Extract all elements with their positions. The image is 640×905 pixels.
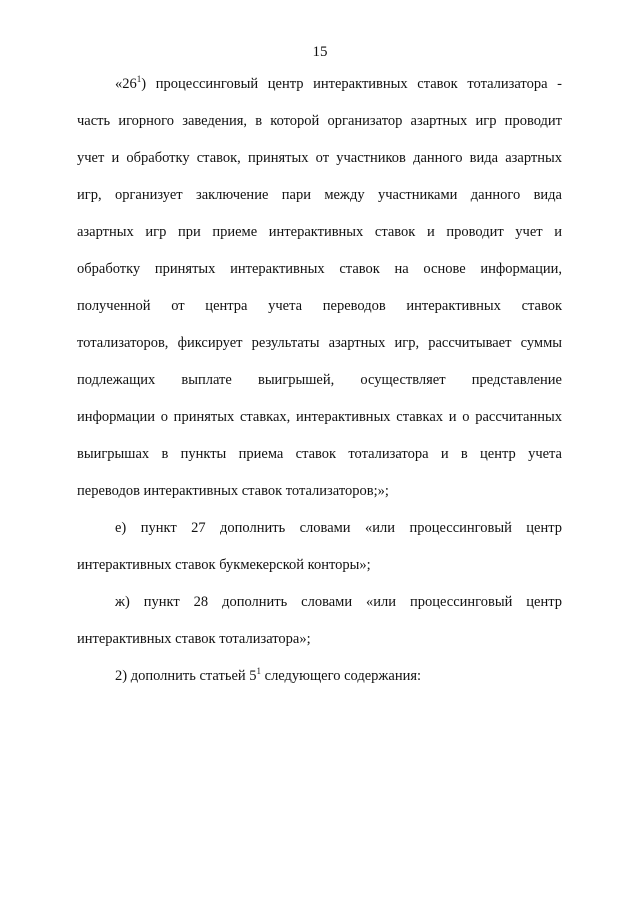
- text-line: азартных игр при приеме интерактивных ставок и проводит учет и: [77, 224, 562, 240]
- text-line: игр, организует заключение пари между участниками данного вида: [77, 187, 562, 203]
- text-line: ж) пункт 28 дополнить словами «или процессинговый центр: [115, 594, 562, 610]
- text-line: 2) дополнить статьей $5^1$ следующего содержания:: [115, 666, 422, 684]
- text-line: подлежащих выплате выигрышей, осуществляет представление: [77, 372, 562, 388]
- text-line: обработку принятых интерактивных ставок на основе информации,: [77, 261, 562, 277]
- text-line: «$26^1$) процессинговый центр интерактивных ставок тотализатора -: [115, 74, 562, 92]
- text-line: интерактивных ставок тотализатора»;: [77, 631, 311, 647]
- text-line: учет и обработку ставок, принятых от участников данного вида азартных: [77, 150, 562, 166]
- page-number: 15: [312, 44, 328, 60]
- text-line: полученной от центра учета переводов интерактивных ставок: [77, 298, 562, 314]
- text-line: е) пункт 27 дополнить словами «или процессинговый центр: [115, 520, 562, 536]
- text-line: интерактивных ставок букмекерской конторы»;: [77, 557, 371, 573]
- text-line: выигрышах в пункты приема ставок тотализатора и в центр учета: [77, 446, 562, 462]
- text-line: информации о принятых ставках, интерактивных ставках и о рассчитанных: [77, 409, 562, 425]
- text-line: переводов интерактивных ставок тотализаторов;»;: [77, 483, 389, 499]
- text-line: тотализаторов, фиксирует результаты азартных игр, рассчитывает суммы: [77, 335, 562, 351]
- text-line: часть игорного заведения, в которой организатор азартных игр проводит: [77, 113, 562, 129]
